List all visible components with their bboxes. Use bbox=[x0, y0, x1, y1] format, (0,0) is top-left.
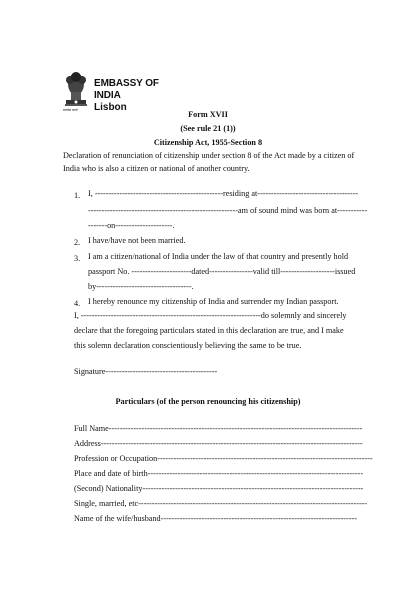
item-4-line-1: I hereby renounce my citizenship of India and surrender my Indian passport. bbox=[88, 297, 339, 306]
item-1-line-1: I, -----------------------------------------------residing at------------------------------------- bbox=[88, 189, 359, 198]
item-1-line-2: -------------------------------------------------------am of sound mind was born at----------- bbox=[88, 206, 368, 215]
intro-line-1: Declaration of renunciation of citizenship under section 8 of the Act made by a citizen of bbox=[63, 151, 355, 160]
embassy-header bbox=[63, 70, 183, 114]
embassy-location: Lisbon bbox=[94, 102, 127, 113]
item-number: 2. bbox=[74, 238, 81, 247]
declaration-line-1: I, ------------------------------------------------------------------do solemnly and sincerely bbox=[74, 311, 347, 320]
item-3-line-3: by-----------------------------------. bbox=[88, 282, 194, 291]
emblem-motto: सत्यमेव जयते bbox=[63, 108, 78, 112]
declaration-line-3: this solemn declaration conscientiously believing the same to be true. bbox=[74, 341, 302, 350]
field-full-name: Full Name--------------------------------------------------------------------------------------------- bbox=[74, 424, 363, 433]
field-marital-status: Single, married, etc------------------------------------------------------------------------------------ bbox=[74, 499, 368, 508]
item-number: 1. bbox=[74, 191, 81, 200]
item-3-line-1: I am a citizen/national of India under the law of that country and presently hold bbox=[88, 252, 349, 261]
field-nationality: (Second) Nationality--------------------------------------------------------------------------------- bbox=[74, 484, 364, 493]
item-3-line-2: passport No. ----------------------dated----------------valid till--------------------issued bbox=[88, 267, 356, 276]
intro-line-2: India who is also a citizen or national of another country. bbox=[63, 164, 250, 173]
item-2-line-1: I have/have not been married. bbox=[88, 236, 186, 245]
form-act: Citizenship Act, 1955-Section 8 bbox=[153, 138, 263, 147]
declaration-line-2: declare that the foregoing particulars stated in this declaration are true, and I make bbox=[74, 326, 344, 335]
item-1-line-3: -------on---------------------. bbox=[88, 221, 175, 230]
particulars-heading: Particulars (of the person renouncing his citizenship) bbox=[115, 397, 301, 406]
field-profession: Profession or Occupation------------------------------------------------------------------------------- bbox=[74, 454, 373, 463]
item-number: 3. bbox=[74, 254, 81, 263]
form-rule: (See rule 21 (1)) bbox=[180, 124, 236, 133]
field-address: Address------------------------------------------------------------------------------------------------ bbox=[74, 439, 363, 448]
field-spouse-name: Name of the wife/husband------------------------------------------------------------------------ bbox=[74, 514, 357, 523]
embassy-title: EMBASSY OF INDIA bbox=[94, 78, 159, 101]
signature-line: Signature----------------------------------------- bbox=[74, 367, 218, 376]
field-birth: Place and date of birth------------------------------------------------------------------------------- bbox=[74, 469, 364, 478]
national-emblem-icon bbox=[63, 70, 89, 110]
item-number: 4. bbox=[74, 299, 81, 308]
form-title: Form XVII bbox=[188, 110, 228, 119]
